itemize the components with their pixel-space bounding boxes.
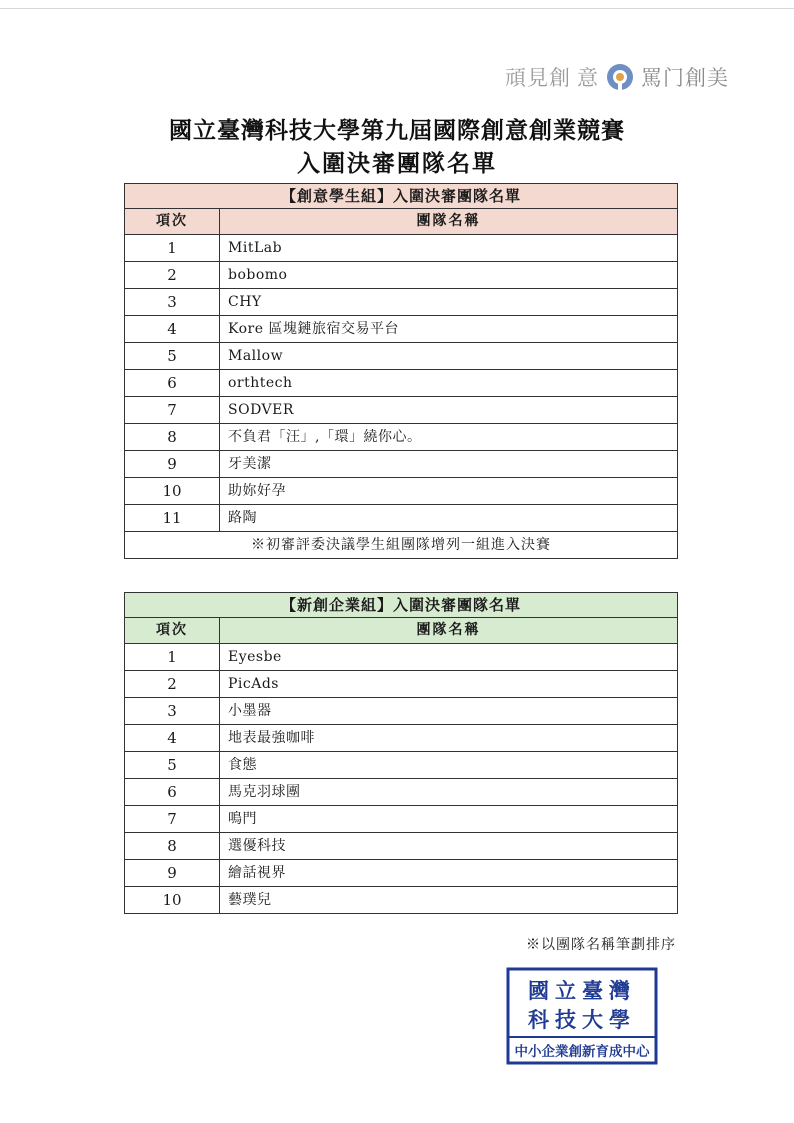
startup-group-table <box>124 592 678 914</box>
organizer-logo <box>505 58 729 96</box>
table-row <box>125 262 678 289</box>
team-name: 助妳好孕 <box>220 478 678 505</box>
seal-text-line1: 國立臺灣 <box>528 978 636 1003</box>
team-name: 小墨器 <box>220 698 678 725</box>
row-number: 8 <box>125 424 220 451</box>
team-name: MitLab <box>220 235 678 262</box>
student-note-row <box>125 532 678 559</box>
row-number: 1 <box>125 644 220 671</box>
team-name: 選優科技 <box>220 833 678 860</box>
table-row <box>125 478 678 505</box>
seal-text-line3: 中小企業創新育成中心 <box>514 1044 650 1060</box>
team-name: CHY <box>220 289 678 316</box>
team-name: PicAds <box>220 671 678 698</box>
team-name: 牙美潔 <box>220 451 678 478</box>
row-number: 3 <box>125 289 220 316</box>
row-number: 10 <box>125 887 220 914</box>
student-header-row <box>125 209 678 235</box>
table-row <box>125 505 678 532</box>
table-row <box>125 806 678 833</box>
startup-group-banner: 【新創企業組】入圍決審團隊名單 <box>125 593 678 618</box>
logo-text-mid: 意 <box>577 66 599 90</box>
table-row <box>125 424 678 451</box>
table-row <box>125 860 678 887</box>
table-row <box>125 343 678 370</box>
row-number: 9 <box>125 860 220 887</box>
team-name: SODVER <box>220 397 678 424</box>
row-number: 1 <box>125 235 220 262</box>
row-number: 10 <box>125 478 220 505</box>
column-header-team-name: 團隊名稱 <box>220 618 678 644</box>
team-name: 繪話視界 <box>220 860 678 887</box>
page-top-rule <box>0 8 794 9</box>
table-row <box>125 316 678 343</box>
column-header-team-name: 團隊名稱 <box>220 209 678 235</box>
row-number: 6 <box>125 370 220 397</box>
startup-header-row <box>125 618 678 644</box>
team-name: bobomo <box>220 262 678 289</box>
row-number: 7 <box>125 397 220 424</box>
team-name: 地表最強咖啡 <box>220 725 678 752</box>
team-name: 食態 <box>220 752 678 779</box>
row-number: 5 <box>125 343 220 370</box>
student-banner-row <box>125 184 678 209</box>
table-row <box>125 779 678 806</box>
table-row <box>125 725 678 752</box>
table-row <box>125 370 678 397</box>
student-group-note: ※初審評委決議學生組團隊增列一組進入決賽 <box>125 532 678 559</box>
table-row <box>125 235 678 262</box>
table-row <box>125 397 678 424</box>
logo-text-left: 頑見創 <box>505 66 571 90</box>
table-row <box>125 833 678 860</box>
row-number: 5 <box>125 752 220 779</box>
row-number: 4 <box>125 316 220 343</box>
team-name: Eyesbe <box>220 644 678 671</box>
row-number: 2 <box>125 671 220 698</box>
logo-text-right: 罵门創美 <box>641 66 729 90</box>
student-rows <box>125 235 678 532</box>
startup-rows <box>125 644 678 914</box>
team-name: 不負君「汪」,「環」繞你心。 <box>220 424 678 451</box>
student-group-table <box>124 183 678 559</box>
team-name: Kore 區塊鏈旅宿交易平台 <box>220 316 678 343</box>
table-row <box>125 887 678 914</box>
column-header-number: 項次 <box>125 618 220 644</box>
table-row <box>125 671 678 698</box>
row-number: 8 <box>125 833 220 860</box>
table-row <box>125 644 678 671</box>
row-number: 9 <box>125 451 220 478</box>
row-number: 3 <box>125 698 220 725</box>
team-name: 馬克羽球團 <box>220 779 678 806</box>
row-number: 7 <box>125 806 220 833</box>
team-name: 路陶 <box>220 505 678 532</box>
row-number: 4 <box>125 725 220 752</box>
team-name: 鳴門 <box>220 806 678 833</box>
page-subtitle: 入圍決審團隊名單 <box>297 150 497 177</box>
table-row <box>125 451 678 478</box>
official-seal-stamp <box>506 967 658 1065</box>
table-row <box>125 289 678 316</box>
page-title: 國立臺灣科技大學第九屆國際創意創業競賽 <box>169 117 625 144</box>
student-group-banner: 【創意學生組】入圍決審團隊名單 <box>125 184 678 209</box>
row-number: 2 <box>125 262 220 289</box>
team-name: 藝璞兒 <box>220 887 678 914</box>
row-number: 11 <box>125 505 220 532</box>
row-number: 6 <box>125 779 220 806</box>
seal-text-line2: 科技大學 <box>528 1007 636 1032</box>
team-name: Mallow <box>220 343 678 370</box>
table-row <box>125 752 678 779</box>
table-row <box>125 698 678 725</box>
column-header-number: 項次 <box>125 209 220 235</box>
logo-emblem-icon <box>605 62 635 92</box>
sort-order-note: ※以團隊名稱筆劃排序 <box>526 937 676 953</box>
team-name: orthtech <box>220 370 678 397</box>
startup-banner-row <box>125 593 678 618</box>
